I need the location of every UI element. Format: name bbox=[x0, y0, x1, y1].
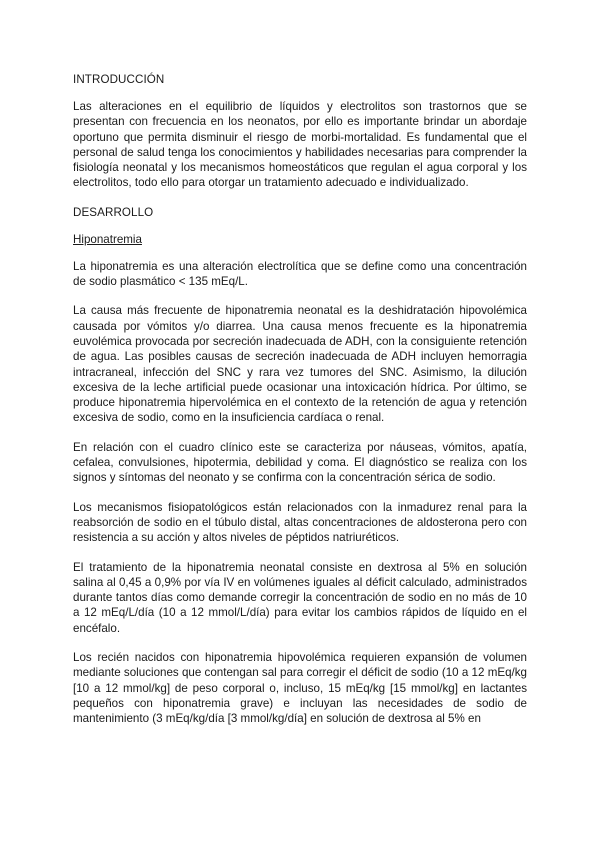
paragraph-causes: La causa más frecuente de hiponatremia neonatal es la deshidratación hipovolémica causada por vómitos y/o diarrea. Una causa menos frecuente es la hiponatremia euvolémica provocada por secreción inadecuada de ADH, con la consiguiente retención de agua. Las posibles causas de secreción inadecuada de ADH incluyen hemorragia intracraneal, infección del SNC y rara vez tumores del SNC. Asimismo, la dilución excesiva de la leche artificial puede ocasionar una intoxicación hídrica. Por último, se produce hiponatremia hipervolémica en el contexto de la retención de agua y retención excesiva de sodio, como en la insuficiencia cardíaca o renal. bbox=[73, 304, 527, 425]
paragraph-hypovolemic: Los recién nacidos con hiponatremia hipovolémica requieren expansión de volumen mediante soluciones que contengan sal para corregir el déficit de sodio (10 a 12 mEq/kg [10 a 12 mmol/kg] de peso corporal o, incluso, 15 mEq/kg [15 mmol/kg] en lactantes pequeños con hiponatremia grave) e incluyan las necesidades de sodio de mantenimiento (3 mEq/kg/día [3 mmol/kg/día] en solución de dextrosa al 5% en bbox=[73, 651, 527, 726]
paragraph-pathophysiology: Los mecanismos fisiopatológicos están relacionados con la inmadurez renal para la reabsorción de sodio en el túbulo distal, altas concentraciones de aldosterona pero con resistencia a su acción y altos niveles de péptidos natriuréticos. bbox=[73, 500, 527, 545]
paragraph-clinical-picture: En relación con el cuadro clínico este se caracteriza por náuseas, vómitos, apatía, cefalea, convulsiones, hipotermia, debilidad y coma. El diagnóstico se realiza con los signos y síntomas del neonato y se confirma con la concentración sérica de sodio. bbox=[73, 440, 527, 485]
subsection-heading-hiponatremia: Hiponatremia bbox=[73, 232, 142, 246]
section-heading-introduccion: INTRODUCCIÓN bbox=[73, 73, 165, 86]
paragraph-treatment: El tratamiento de la hiponatremia neonatal consiste en dextrosa al 5% en solución salina al 0,45 a 0,9% por vía IV en volúmenes iguales al déficit calculado, administrados durante tantos días como demande corregir la concentración de sodio en no más de 10 a 12 mEq/L/día (10 a 12 mmol/L/día) para evitar los cambios rápidos de líquido en el encéfalo. bbox=[73, 560, 527, 635]
intro-paragraph: Las alteraciones en el equilibrio de líquidos y electrolitos son trastornos que se presentan con frecuencia en los neonatos, por ello es importante brindar un abordaje oportuno que permita disminuir el riesgo de morbi-mortalidad. Es fundamental que el personal de salud tenga los conocimientos y habilidades necesarias para comprender la fisiología neonatal y los mecanismos homeostáticos que regulan el agua corporal y los electrolitos, todo ello para otorgar un tratamiento adecuado e individualizado. bbox=[73, 100, 527, 190]
section-heading-desarrollo: DESARROLLO bbox=[73, 205, 154, 219]
paragraph-definition: La hiponatremia es una alteración electrolítica que se define como una concentración de sodio plasmático < 135 mEq/L. bbox=[73, 259, 527, 289]
